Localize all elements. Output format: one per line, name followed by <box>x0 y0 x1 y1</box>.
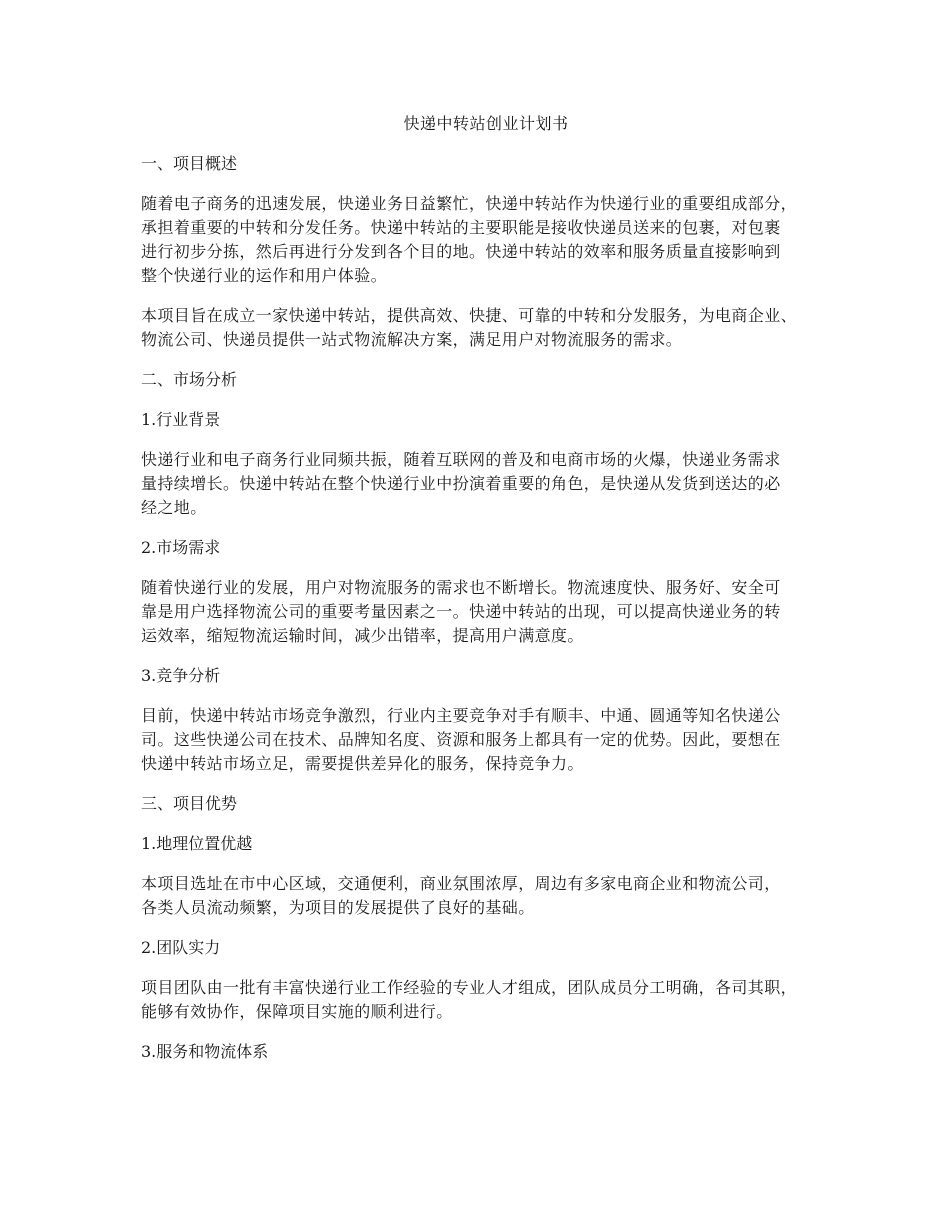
paragraph-line: 快递行业和电子商务行业同频共振，随着互联网的普及和电商市场的火爆，快递业务需求 <box>141 450 781 469</box>
paragraph <box>141 976 831 1024</box>
paragraph-line: 快递中转站市场立足，需要提供差异化的服务，保持竞争力。 <box>141 754 584 773</box>
paragraph-line: 进行初步分拣，然后再进行分发到各个目的地。快递中转站的效率和服务质量直接影响到 <box>141 242 781 261</box>
section-heading-advantages: 三、项目优势 <box>141 794 238 813</box>
paragraph-line: 随着电子商务的迅速发展，快递业务日益繁忙，快递中转站作为快递行业的重要组成部分， <box>141 194 798 213</box>
subsection-heading: 2.市场需求 <box>141 538 221 557</box>
paragraph-line: 项目团队由一批有丰富快递行业工作经验的专业人才组成，团队成员分工明确，各司其职， <box>141 978 798 997</box>
subsection-heading: 3.竞争分析 <box>141 666 221 685</box>
subsection-heading: 2.团队实力 <box>141 938 221 957</box>
paragraph <box>141 448 831 520</box>
paragraph-line: 司。这些快递公司在技术、品牌知名度、资源和服务上都具有一定的优势。因此，要想在 <box>141 730 781 749</box>
paragraph-line: 整个快递行业的运作和用户体验。 <box>141 266 388 285</box>
paragraph-line: 靠是用户选择物流公司的重要考量因素之一。快递中转站的出现，可以提高快递业务的转 <box>141 602 781 621</box>
document-body <box>141 112 831 1080</box>
paragraph <box>141 704 831 776</box>
paragraph-line: 物流公司、快递员提供一站式物流解决方案，满足用户对物流服务的需求。 <box>141 330 683 349</box>
paragraph-line: 目前，快递中转站市场竞争激烈，行业内主要竞争对手有顺丰、中通、圆通等知名快递公 <box>141 706 781 725</box>
paragraph-line: 各类人员流动频繁，为项目的发展提供了良好的基础。 <box>141 898 535 917</box>
paragraph <box>141 192 831 288</box>
paragraph-line: 随着快递行业的发展，用户对物流服务的需求也不断增长。物流速度快、服务好、安全可 <box>141 578 781 597</box>
subsection-heading: 1.地理位置优越 <box>141 834 253 853</box>
paragraph-line: 量持续增长。快递中转站在整个快递行业中扮演着重要的角色，是快递从发货到送达的必 <box>141 474 781 493</box>
paragraph <box>141 576 831 648</box>
paragraph <box>141 872 831 920</box>
paragraph-line: 承担着重要的中转和分发任务。快递中转站的主要职能是接收快递员送来的包裹，对包裹 <box>141 218 781 237</box>
subsection-heading: 1.行业背景 <box>141 410 221 429</box>
section-heading-market: 二、市场分析 <box>141 370 238 389</box>
paragraph-line: 经之地。 <box>141 498 207 517</box>
paragraph-line: 本项目选址在市中心区域，交通便利，商业氛围浓厚，周边有多家电商企业和物流公司， <box>141 874 781 893</box>
paragraph-line: 本项目旨在成立一家快递中转站，提供高效、快捷、可靠的中转和分发服务，为电商企业、 <box>141 306 798 325</box>
paragraph <box>141 304 831 352</box>
paragraph-line: 运效率，缩短物流运输时间，减少出错率，提高用户满意度。 <box>141 626 584 645</box>
paragraph-line: 能够有效协作，保障项目实施的顺利进行。 <box>141 1002 453 1021</box>
section-heading-overview: 一、项目概述 <box>141 154 238 173</box>
document-title: 快递中转站创业计划书 <box>403 114 569 133</box>
subsection-heading: 3.服务和物流体系 <box>141 1042 269 1061</box>
